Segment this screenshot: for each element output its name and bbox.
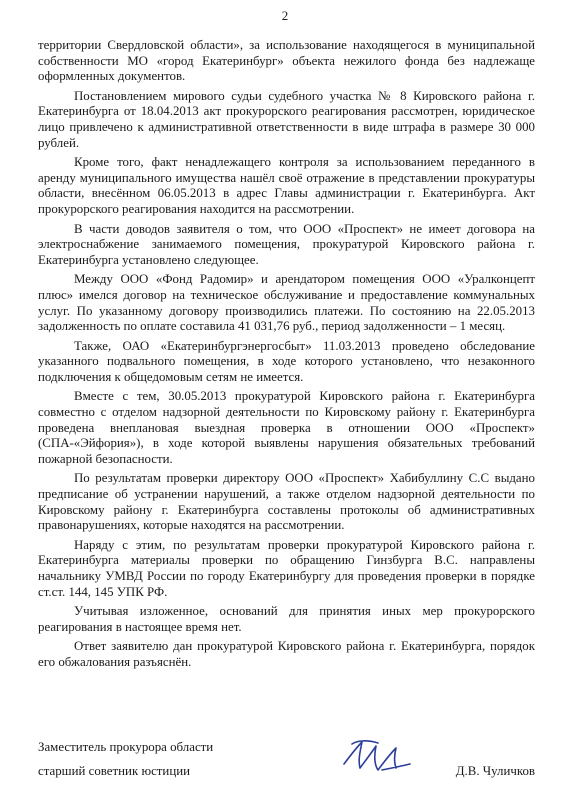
paragraph-4: В части доводов заявителя о том, что ООО «Проспект» не имеет договора на электроснабжение занимаемого помещения, прокуратурой Кировского района г. Екатеринбурга установлено следующее. — [38, 221, 535, 267]
paragraph-6: Также, ОАО «Екатеринбургэнергосбыт» 11.03.2013 проведено обследование указанного подвального помещения, в ходе которого установлено, что незаконного подключения к общедомовым сетям не имеется. — [38, 338, 535, 384]
document-body — [38, 38, 535, 675]
signatory-position: Заместитель прокурора области — [38, 740, 214, 754]
paragraph-11: Ответ заявителю дан прокуратурой Кировского района г. Екатеринбурга, порядок его обжалования разъяснён. — [38, 639, 535, 669]
paragraph-8: По результатам проверки директору ООО «Проспект» Хабибуллину С.С выдано предписание об устранении нарушений, а также отделом надзорной деятельности по Кировскому району г. Екатеринбурга составлены протоколы об административных правонарушениях, которые находятся на рассмотрении. — [38, 471, 535, 533]
paragraph-1: территории Свердловской области», за использование находящегося в муниципальной собственности МО «город Екатеринбург» объекта нежилого фонда без надлежаще оформленных документов. — [38, 38, 535, 84]
paragraph-3: Кроме того, факт ненадлежащего контроля за использованием переданного в аренду муниципального имущества нашёл своё отражение в представлении прокуратуры области, внесённом 06.05.2013 в адрес Главы администрации г. Екатеринбурга. Акт прокурорского реагирования находится на рассмотрении. — [38, 155, 535, 216]
handwritten-signature — [338, 734, 414, 778]
paragraph-5: Между ООО «Фонд Радомир» и арендатором помещения ООО «Уралконцепт плюс» имелся договор на техническое обслуживание и предоставление коммунальных услуг. По указанному договору производились платежи. По состоянию на 22.05.2013 задолженность по оплате составила 41 031,76 руб., период задолженности – 1 месяц. — [38, 272, 535, 334]
signatory-rank: старший советник юстиции — [38, 764, 191, 778]
page-number: 2 — [281, 8, 289, 23]
paragraph-9: Наряду с этим, по результатам проверки прокуратурой Кировского района г. Екатеринбурга материалы проверки по обращению Гинзбурга В.С. направлены начальнику УМВД России по городу Екатеринбургу для проведения проверки в порядке ст.ст. 144, 145 УПК РФ. — [38, 537, 535, 599]
paragraph-10: Учитывая изложенное, оснований для принятия иных мер прокурорского реагирования в настоящее время нет. — [38, 604, 535, 634]
paragraph-7: Вместе с тем, 30.05.2013 прокуратурой Кировского района г. Екатеринбурга совместно с отделом надзорной деятельности по Кировскому району г. Екатеринбурга проведена внеплановая выездная проверка в отношении ООО «Проспект» (СПА-«Эйфория»), в ходе которой выявлены нарушения обязательных требований пожарной безопасности. — [38, 389, 535, 466]
signatory-name: Д.В. Чуличков — [455, 764, 535, 778]
paragraph-2: Постановлением мирового судьи судебного участка № 8 Кировского района г. Екатеринбурга от 18.04.2013 акт прокурорского реагирования рассмотрен, юридическое лицо привлечено к административной ответственности в виде штрафа в размере 30 000 рублей. — [38, 88, 535, 150]
